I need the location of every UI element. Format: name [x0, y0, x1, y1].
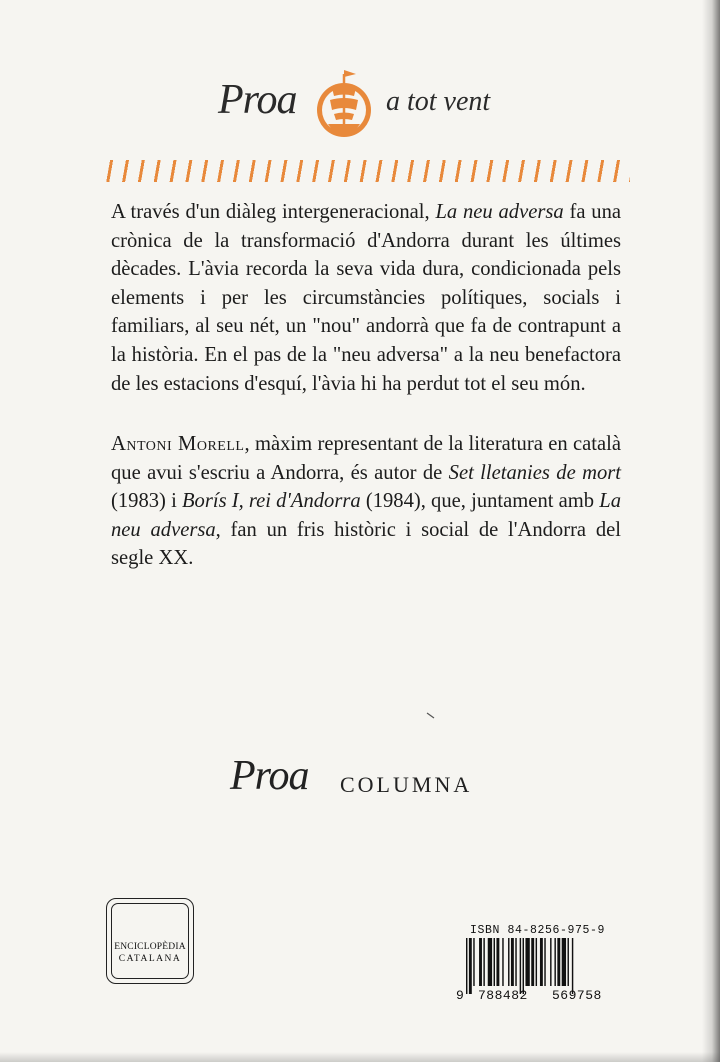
barcode-bar — [520, 938, 521, 994]
barcode-bar — [544, 938, 545, 986]
logo-line-2: CATALANA — [118, 954, 182, 964]
synopsis-book-title: La neu adversa — [435, 201, 564, 223]
bio-text-1: , màxim representant de la literatura en català que avui s'escriu a Andorra, és autor de — [111, 433, 622, 484]
barcode-bar — [469, 938, 472, 994]
barcode-bar — [479, 938, 482, 986]
header — [0, 60, 720, 160]
barcode-bar — [511, 938, 514, 986]
bio-text-3: (1984), que, juntament amb — [360, 490, 600, 513]
bio-text-2: (1983) i — [111, 490, 182, 513]
series-name: COLUMNA — [340, 772, 473, 797]
stray-mark — [426, 712, 436, 720]
barcode-bar — [568, 938, 569, 986]
barcode-bar — [483, 938, 484, 986]
barcode-bar — [540, 938, 543, 986]
ship-emblem-icon — [314, 66, 374, 144]
barcode-bar — [494, 938, 495, 986]
logo-line-1: ENCICLOPÈDIA — [114, 942, 186, 952]
barcode-bar — [531, 938, 534, 986]
barcode-bar — [515, 938, 516, 986]
synopsis-paragraph — [111, 198, 621, 398]
isbn-label: ISBN 84-8256-975-9 — [470, 924, 606, 937]
enciclopedia-catalana-logo — [106, 898, 194, 984]
bio-book-title-2: Borís I, rei d'Andorra — [181, 490, 361, 513]
barcode-bar — [508, 938, 509, 986]
barcode-bar — [488, 938, 492, 986]
page-bottom-shadow — [0, 1052, 720, 1062]
barcode-bar — [473, 938, 474, 986]
barcode-digits-right: 569758 — [552, 988, 602, 1003]
logo-text — [107, 941, 193, 965]
bio-book-title-3: La neu adversa — [111, 490, 622, 541]
barcode-bar — [536, 938, 537, 986]
barcode-bar — [466, 938, 467, 994]
bio-text-4: , fan un fris històric i social de l'Andorra del segle XX. — [111, 518, 621, 570]
barcode-bar — [523, 938, 524, 994]
barcode-bar — [550, 938, 551, 986]
proa-logo-bottom: Proa — [230, 753, 309, 799]
barcode-bar — [525, 938, 529, 986]
barcode-bar — [496, 938, 499, 986]
synopsis-text-start: A través d'un diàleg intergeneracional, — [111, 201, 436, 223]
barcode-bar — [554, 938, 555, 986]
tagline: a tot vent — [386, 86, 491, 117]
barcode-digits-left: 788482 — [478, 988, 528, 1003]
barcode-bar — [502, 938, 503, 986]
barcode-bar — [562, 938, 566, 986]
bio-book-title-1: Set lletanies de mort — [448, 461, 621, 484]
barcode-bar — [557, 938, 560, 986]
author-bio-paragraph — [111, 430, 621, 573]
author-name: Antoni Morell — [111, 433, 245, 455]
decorative-divider — [104, 160, 630, 182]
proa-logo-top: Proa — [218, 77, 297, 123]
barcode-bar — [572, 938, 573, 994]
barcode-digit-first: 9 — [456, 988, 465, 1003]
synopsis-text-rest: fa una crònica de la transformació d'Andorra durant les últimes dècades. L'àvia recorda la seva vida dura, condicionada pels elements i per les circumstàncies polítiques, socials i familiars, al seu nét, un "nou" andorrà que fa de contrapunt a la història. En el pas de la "neu adversa" a la neu benefactora de les estacions d'esquí, l'àvia hi ha perdut tot el seu món. — [111, 201, 622, 395]
